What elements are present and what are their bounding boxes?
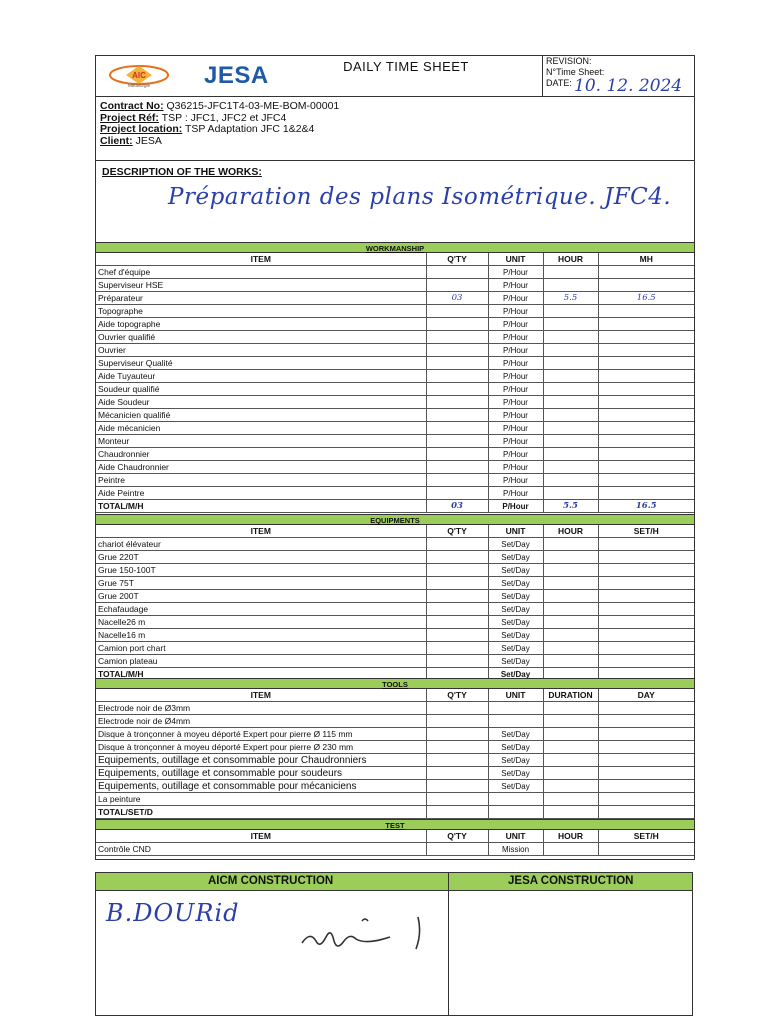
workmanship-total-row — [96, 500, 694, 513]
signature-header — [96, 873, 692, 891]
equipments-header-4: SET/H — [598, 525, 694, 538]
test-header-3: HOUR — [543, 830, 598, 843]
table-row — [96, 266, 694, 279]
workmanship-cell-unit: P/Hour — [488, 435, 543, 448]
workmanship-cell-hour — [543, 435, 598, 448]
table-row — [96, 780, 694, 793]
workmanship-cell-qty — [426, 318, 488, 331]
table-row — [96, 435, 694, 448]
tools-cell-day — [598, 715, 694, 728]
workmanship-cell-qty — [426, 487, 488, 500]
table-row — [96, 370, 694, 383]
workmanship-cell-mh — [598, 305, 694, 318]
tools-cell-unit — [488, 793, 543, 806]
workmanship-cell-unit: P/Hour — [488, 331, 543, 344]
tools-cell-day — [598, 754, 694, 767]
equipments-cell-seth — [598, 616, 694, 629]
workmanship-cell-mh — [598, 396, 694, 409]
workmanship-cell-unit: P/Hour — [488, 409, 543, 422]
equipments-cell-seth — [598, 642, 694, 655]
equipments-cell-item: Grue 220T — [96, 551, 426, 564]
workmanship-cell-item: Aide mécanicien — [96, 422, 426, 435]
contract-value: Q36215-JFC1T4-03-ME-BOM-00001 — [163, 100, 340, 112]
workmanship-header-3: HOUR — [543, 253, 598, 266]
equipments-cell-item: Nacelle16 m — [96, 629, 426, 642]
svg-text:Métallurgie: Métallurgie — [127, 83, 151, 88]
workmanship-header-1: Q'TY — [426, 253, 488, 266]
workmanship-cell-mh — [598, 474, 694, 487]
workmanship-header-0: ITEM — [96, 253, 426, 266]
tools-cell-day — [598, 793, 694, 806]
equipments-cell-unit: Set/Day — [488, 642, 543, 655]
workmanship-cell-qty: 03 — [426, 500, 488, 513]
tools-cell-item: La peinture — [96, 793, 426, 806]
workmanship-cell-item: Aide Chaudronnier — [96, 461, 426, 474]
aicm-signature — [292, 905, 442, 965]
tools-cell-item: Equipements, outillage et consommable pour mécaniciens — [96, 780, 426, 793]
workmanship-cell-item: Aide Soudeur — [96, 396, 426, 409]
equipments-cell-seth — [598, 577, 694, 590]
project-location-value: TSP Adaptation JFC 1&2&4 — [182, 123, 315, 135]
tools-cell-day — [598, 767, 694, 780]
workmanship-cell-item: Mécanicien qualifié — [96, 409, 426, 422]
workmanship-cell-qty — [426, 266, 488, 279]
tools-cell-duration — [543, 806, 598, 819]
table-row — [96, 538, 694, 551]
workmanship-cell-qty — [426, 435, 488, 448]
workmanship-cell-mh — [598, 331, 694, 344]
workmanship-cell-qty — [426, 422, 488, 435]
workmanship-cell-mh — [598, 409, 694, 422]
table-row — [96, 629, 694, 642]
workmanship-cell-qty — [426, 474, 488, 487]
equipments-header-1: Q'TY — [426, 525, 488, 538]
equipments-cell-seth — [598, 629, 694, 642]
tools-cell-qty — [426, 754, 488, 767]
workmanship-cell-item: TOTAL/M/H — [96, 500, 426, 513]
tools-cell-item: Disque à tronçonner à moyeu déporté Expert pour pierre Ø 115 mm — [96, 728, 426, 741]
tools-cell-item: TOTAL/SET/D — [96, 806, 426, 819]
tools-cell-item: Disque à tronçonner à moyeu déporté Expert pour pierre Ø 230 mm — [96, 741, 426, 754]
client-label: Client: — [100, 134, 133, 147]
workmanship-cell-mh — [598, 344, 694, 357]
table-row — [96, 642, 694, 655]
tools-cell-qty — [426, 702, 488, 715]
workmanship-cell-unit: P/Hour — [488, 305, 543, 318]
equipments-header-0: ITEM — [96, 525, 426, 538]
workmanship-cell-item: Chef d'équipe — [96, 266, 426, 279]
tools-cell-duration — [543, 728, 598, 741]
table-row — [96, 741, 694, 754]
test-cell-hour — [543, 843, 598, 856]
equipments-cell-qty — [426, 538, 488, 551]
project-ref-value: TSP : JFC1, JFC2 et JFC4 — [158, 111, 287, 124]
test-header-1: Q'TY — [426, 830, 488, 843]
tools-cell-qty — [426, 780, 488, 793]
time-sheet — [95, 55, 695, 860]
equipments-cell-item: Nacelle26 m — [96, 616, 426, 629]
tools-cell-unit: Set/Day — [488, 741, 543, 754]
workmanship-cell-item: Aide topographe — [96, 318, 426, 331]
equipments-cell-qty — [426, 577, 488, 590]
equipments-cell-item: chariot élévateur — [96, 538, 426, 551]
tools-total-row — [96, 806, 694, 819]
tools-cell-unit — [488, 715, 543, 728]
workmanship-cell-mh — [598, 357, 694, 370]
workmanship-header-4: MH — [598, 253, 694, 266]
tools-cell-day — [598, 702, 694, 715]
equipments-cell-seth — [598, 655, 694, 668]
tools-cell-duration — [543, 715, 598, 728]
equipments-cell-unit: Set/Day — [488, 577, 543, 590]
aicm-signatory-name: B.DOURid — [106, 899, 240, 927]
equipments-cell-item: TOTAL/M/H — [96, 668, 426, 681]
workmanship-cell-hour — [543, 344, 598, 357]
table-row — [96, 474, 694, 487]
equipments-cell-unit: Set/Day — [488, 564, 543, 577]
tools-cell-day — [598, 780, 694, 793]
workmanship-cell-qty — [426, 305, 488, 318]
table-row — [96, 551, 694, 564]
tools-cell-item: Electrode noir de Ø4mm — [96, 715, 426, 728]
equipments-cell-seth — [598, 538, 694, 551]
tools-cell-qty — [426, 793, 488, 806]
table-row — [96, 487, 694, 500]
workmanship-cell-item: Monteur — [96, 435, 426, 448]
equipments-cell-item: Camion plateau — [96, 655, 426, 668]
workmanship-cell-unit: P/Hour — [488, 292, 543, 305]
tools-cell-item: Equipements, outillage et consommable pour Chaudronniers — [96, 754, 426, 767]
workmanship-cell-qty — [426, 461, 488, 474]
equipments-cell-hour — [543, 642, 598, 655]
workmanship-cell-unit: P/Hour — [488, 487, 543, 500]
workmanship-cell-unit: P/Hour — [488, 344, 543, 357]
equipments-cell-hour — [543, 655, 598, 668]
table-row — [96, 448, 694, 461]
tools-cell-day — [598, 741, 694, 754]
workmanship-cell-item: Topographe — [96, 305, 426, 318]
client-value: JESA — [132, 134, 162, 147]
date-value: 10. 12. 2024 — [574, 76, 683, 96]
test-header-0: ITEM — [96, 830, 426, 843]
project-location-label: Project location: — [100, 123, 183, 135]
workmanship-cell-qty — [426, 396, 488, 409]
table-row — [96, 331, 694, 344]
table-row — [96, 702, 694, 715]
workmanship-cell-unit: P/Hour — [488, 383, 543, 396]
workmanship-header-2: UNIT — [488, 253, 543, 266]
jesa-logo: JESA — [204, 62, 269, 89]
workmanship-cell-mh — [598, 487, 694, 500]
equipments-cell-qty — [426, 629, 488, 642]
description-label: DESCRIPTION OF THE WORKS: — [102, 166, 262, 178]
tools-header-1: Q'TY — [426, 689, 488, 702]
tools-cell-unit — [488, 806, 543, 819]
workmanship-cell-hour: 5.5 — [543, 500, 598, 513]
tools-table — [96, 689, 694, 819]
equipments-cell-unit: Set/Day — [488, 668, 543, 681]
tools-cell-duration — [543, 767, 598, 780]
equipments-cell-unit: Set/Day — [488, 629, 543, 642]
equipments-cell-seth — [598, 590, 694, 603]
tools-cell-duration — [543, 793, 598, 806]
workmanship-header-row — [96, 253, 694, 266]
equipments-cell-unit: Set/Day — [488, 538, 543, 551]
workmanship-cell-item: Superviseur Qualité — [96, 357, 426, 370]
table-row — [96, 357, 694, 370]
sheet-number-label: N°Time Sheet: — [546, 67, 605, 77]
equipments-header-3: HOUR — [543, 525, 598, 538]
workmanship-cell-unit: P/Hour — [488, 279, 543, 292]
signature-divider — [448, 873, 449, 1015]
table-row — [96, 396, 694, 409]
workmanship-cell-unit: P/Hour — [488, 448, 543, 461]
equipments-cell-seth — [598, 603, 694, 616]
tools-cell-qty — [426, 767, 488, 780]
workmanship-cell-hour — [543, 422, 598, 435]
tools-cell-item: Equipements, outillage et consommable pour soudeurs — [96, 767, 426, 780]
equipments-cell-hour — [543, 603, 598, 616]
workmanship-cell-hour — [543, 409, 598, 422]
tools-cell-unit: Set/Day — [488, 767, 543, 780]
project-ref-label: Project Réf: — [100, 111, 159, 124]
workmanship-cell-mh — [598, 279, 694, 292]
table-row — [96, 843, 694, 856]
workmanship-cell-item: Soudeur qualifié — [96, 383, 426, 396]
tools-cell-qty — [426, 806, 488, 819]
test-cell-unit: Mission — [488, 843, 543, 856]
equipments-cell-qty — [426, 603, 488, 616]
equipments-cell-unit: Set/Day — [488, 590, 543, 603]
equipments-cell-qty — [426, 590, 488, 603]
aicm-construction-title: AICM CONSTRUCTION — [208, 875, 334, 887]
aic-logo — [108, 64, 170, 88]
test-cell-qty — [426, 843, 488, 856]
table-row — [96, 461, 694, 474]
table-row — [96, 754, 694, 767]
table-row — [96, 292, 694, 305]
workmanship-cell-hour — [543, 357, 598, 370]
table-row — [96, 793, 694, 806]
tools-band: TOOLS — [96, 678, 694, 689]
tools-header-0: ITEM — [96, 689, 426, 702]
equipments-cell-item: Camion port chart — [96, 642, 426, 655]
sheet-title: DAILY TIME SHEET — [343, 59, 469, 74]
tools-cell-day — [598, 806, 694, 819]
table-row — [96, 344, 694, 357]
equipments-cell-hour — [543, 629, 598, 642]
table-row — [96, 767, 694, 780]
equipments-header-2: UNIT — [488, 525, 543, 538]
equipments-cell-qty — [426, 642, 488, 655]
workmanship-cell-hour — [543, 370, 598, 383]
test-table — [96, 830, 694, 856]
table-row — [96, 603, 694, 616]
tools-cell-duration — [543, 780, 598, 793]
workmanship-cell-unit: P/Hour — [488, 500, 543, 513]
workmanship-band: WORKMANSHIP — [96, 242, 694, 253]
tools-cell-duration — [543, 754, 598, 767]
workmanship-cell-hour — [543, 266, 598, 279]
workmanship-cell-mh — [598, 370, 694, 383]
workmanship-cell-qty — [426, 344, 488, 357]
workmanship-cell-qty — [426, 409, 488, 422]
equipments-cell-unit: Set/Day — [488, 603, 543, 616]
workmanship-cell-qty — [426, 357, 488, 370]
project-info — [100, 101, 339, 147]
equipments-cell-seth — [598, 564, 694, 577]
equipments-cell-qty — [426, 655, 488, 668]
equipments-cell-qty — [426, 551, 488, 564]
revision-label: REVISION: — [546, 56, 592, 66]
workmanship-cell-unit: P/Hour — [488, 318, 543, 331]
equipments-cell-hour — [543, 551, 598, 564]
workmanship-cell-item: Préparateur — [96, 292, 426, 305]
workmanship-cell-mh: 16.5 — [598, 500, 694, 513]
tools-cell-qty — [426, 728, 488, 741]
test-header-row — [96, 830, 694, 843]
workmanship-cell-qty — [426, 448, 488, 461]
table-row — [96, 318, 694, 331]
workmanship-cell-unit: P/Hour — [488, 396, 543, 409]
workmanship-cell-mh — [598, 422, 694, 435]
workmanship-cell-unit: P/Hour — [488, 474, 543, 487]
tools-cell-qty — [426, 741, 488, 754]
workmanship-cell-qty — [426, 331, 488, 344]
tools-cell-duration — [543, 702, 598, 715]
workmanship-cell-mh — [598, 461, 694, 474]
equipments-cell-item: Grue 200T — [96, 590, 426, 603]
equipments-cell-unit: Set/Day — [488, 616, 543, 629]
test-cell-seth — [598, 843, 694, 856]
workmanship-cell-hour — [543, 279, 598, 292]
workmanship-cell-hour: 5.5 — [543, 292, 598, 305]
workmanship-cell-item: Ouvrier qualifié — [96, 331, 426, 344]
table-row — [96, 409, 694, 422]
workmanship-cell-qty — [426, 383, 488, 396]
tools-cell-unit — [488, 702, 543, 715]
svg-text:AIC: AIC — [132, 71, 146, 80]
equipments-cell-qty — [426, 564, 488, 577]
workmanship-cell-item: Superviseur HSE — [96, 279, 426, 292]
workmanship-table — [96, 253, 694, 513]
test-header-4: SET/H — [598, 830, 694, 843]
equipments-cell-qty — [426, 616, 488, 629]
equipments-cell-seth — [598, 551, 694, 564]
date-label: DATE: — [546, 78, 572, 88]
table-row — [96, 422, 694, 435]
test-cell-item: Contrôle CND — [96, 843, 426, 856]
tools-cell-day — [598, 728, 694, 741]
workmanship-cell-hour — [543, 305, 598, 318]
workmanship-cell-hour — [543, 383, 598, 396]
equipments-cell-hour — [543, 538, 598, 551]
workmanship-cell-item: Aide Tuyauteur — [96, 370, 426, 383]
workmanship-cell-unit: P/Hour — [488, 266, 543, 279]
tools-cell-duration — [543, 741, 598, 754]
equipments-cell-item: Grue 150-100T — [96, 564, 426, 577]
equipments-cell-hour — [543, 616, 598, 629]
workmanship-cell-qty: 03 — [426, 292, 488, 305]
equipments-cell-unit: Set/Day — [488, 655, 543, 668]
equipments-cell-hour — [543, 590, 598, 603]
info-divider — [96, 160, 694, 161]
workmanship-cell-mh — [598, 383, 694, 396]
workmanship-cell-qty — [426, 370, 488, 383]
workmanship-cell-hour — [543, 474, 598, 487]
equipments-table — [96, 525, 694, 681]
equipments-band: EQUIPMENTS — [96, 514, 694, 525]
equipments-cell-unit: Set/Day — [488, 551, 543, 564]
workmanship-cell-item: Ouvrier — [96, 344, 426, 357]
equipments-cell-item: Echafaudage — [96, 603, 426, 616]
tools-cell-unit: Set/Day — [488, 754, 543, 767]
workmanship-cell-hour — [543, 461, 598, 474]
table-row — [96, 383, 694, 396]
tools-header-4: DAY — [598, 689, 694, 702]
tools-header-2: UNIT — [488, 689, 543, 702]
tools-header-row — [96, 689, 694, 702]
workmanship-cell-hour — [543, 318, 598, 331]
test-band: TEST — [96, 819, 694, 830]
tools-cell-unit: Set/Day — [488, 780, 543, 793]
signature-block — [95, 872, 693, 1016]
equipments-cell-hour — [543, 564, 598, 577]
equipments-cell-hour — [543, 577, 598, 590]
table-row — [96, 564, 694, 577]
workmanship-cell-hour — [543, 487, 598, 500]
workmanship-cell-unit: P/Hour — [488, 422, 543, 435]
tools-cell-unit: Set/Day — [488, 728, 543, 741]
table-row — [96, 279, 694, 292]
jesa-construction-title: JESA CONSTRUCTION — [508, 875, 634, 887]
workmanship-cell-unit: P/Hour — [488, 357, 543, 370]
workmanship-cell-item: Chaudronnier — [96, 448, 426, 461]
workmanship-cell-unit: P/Hour — [488, 370, 543, 383]
workmanship-cell-mh — [598, 435, 694, 448]
description-text: Préparation des plans Isométrique. JFC4. — [168, 184, 672, 210]
table-row — [96, 305, 694, 318]
workmanship-cell-qty — [426, 279, 488, 292]
tools-cell-qty — [426, 715, 488, 728]
table-row — [96, 590, 694, 603]
table-row — [96, 715, 694, 728]
workmanship-cell-mh — [598, 318, 694, 331]
table-row — [96, 616, 694, 629]
workmanship-cell-mh — [598, 448, 694, 461]
table-row — [96, 577, 694, 590]
table-row — [96, 728, 694, 741]
table-row — [96, 655, 694, 668]
workmanship-cell-unit: P/Hour — [488, 461, 543, 474]
workmanship-cell-mh: 16.5 — [598, 292, 694, 305]
test-header-2: UNIT — [488, 830, 543, 843]
equipments-cell-item: Grue 75T — [96, 577, 426, 590]
equipments-header-row — [96, 525, 694, 538]
tools-header-3: DURATION — [543, 689, 598, 702]
workmanship-cell-mh — [598, 266, 694, 279]
workmanship-cell-hour — [543, 331, 598, 344]
tools-cell-item: Electrode noir de Ø3mm — [96, 702, 426, 715]
workmanship-cell-hour — [543, 448, 598, 461]
workmanship-cell-hour — [543, 396, 598, 409]
contract-label: Contract No: — [100, 100, 164, 112]
workmanship-cell-item: Aide Peintre — [96, 487, 426, 500]
workmanship-cell-item: Peintre — [96, 474, 426, 487]
